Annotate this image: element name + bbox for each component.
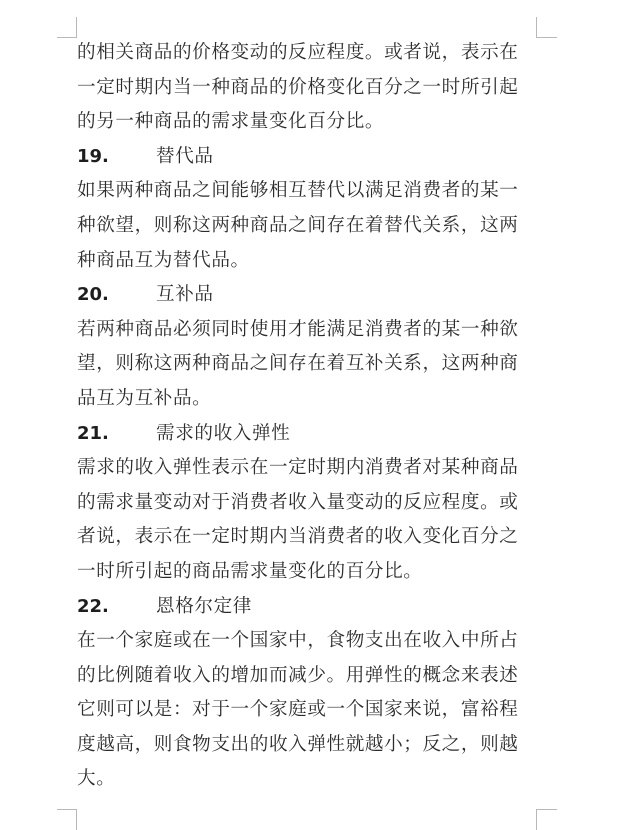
intro-paragraph xyxy=(77,36,547,140)
text-line: 一时所引起的商品需求量变化的百分比。 xyxy=(77,560,423,582)
text-line: 种商品互为替代品。 xyxy=(77,249,250,271)
text-line: 如果两种商品之间能够相互替代以满足消费者的某一 xyxy=(77,180,519,202)
text-line: 大。 xyxy=(77,768,116,790)
section-number: 22. xyxy=(77,595,109,617)
section-number: 20. xyxy=(77,284,109,306)
section-number: 21. xyxy=(77,422,109,444)
section-term: 需求的收入弹性 xyxy=(156,422,291,444)
section-heading xyxy=(77,140,547,175)
section-term: 互补品 xyxy=(156,284,214,306)
text-line: 若两种商品必须同时使用才能满足消费者的某一种欲 xyxy=(77,318,519,340)
section-income-elasticity xyxy=(77,417,547,590)
text-line: 种欲望，则称这两种商品之间存在着替代关系，这两 xyxy=(77,214,519,236)
section-number: 19. xyxy=(77,145,109,167)
text-line: 的比例随着收入的增加而减少。用弹性的概念来表述 xyxy=(77,664,519,686)
text-line: 它则可以是：对于一个家庭或一个国家来说，富裕程 xyxy=(77,699,519,721)
section-substitutes xyxy=(77,140,547,278)
text-line: 一定时期内当一种商品的价格变化百分之一时所引起 xyxy=(77,76,519,98)
section-term: 恩格尔定律 xyxy=(156,595,252,617)
text-line: 度越高，则食物支出的收入弹性就越小；反之，则越 xyxy=(77,733,519,755)
document-body[interactable] xyxy=(77,36,547,797)
text-line: 望，则称这两种商品之间存在着互补关系，这两种商 xyxy=(77,353,519,375)
section-term: 替代品 xyxy=(156,145,214,167)
text-line: 者说，表示在一定时期内当消费者的收入变化百分之 xyxy=(77,526,519,548)
section-complements xyxy=(77,278,547,416)
text-line: 的相关商品的价格变动的反应程度。或者说，表示在 xyxy=(77,42,519,63)
section-heading xyxy=(77,590,547,625)
text-line: 需求的收入弹性表示在一定时期内消费者对某种商品 xyxy=(77,457,519,479)
text-line: 的另一种商品的需求量变化百分比。 xyxy=(77,111,385,133)
text-line: 在一个家庭或在一个国家中，食物支出在收入中所占 xyxy=(77,630,519,652)
margin-corner-mark-top-left xyxy=(57,17,77,38)
margin-corner-mark-top-right xyxy=(536,17,557,38)
section-heading xyxy=(77,278,547,313)
margin-corner-mark-bottom-right xyxy=(536,809,557,830)
section-heading xyxy=(77,417,547,452)
section-engels-law xyxy=(77,590,547,798)
text-line: 的需求量变动对于消费者收入量变动的反应程度。或 xyxy=(77,491,519,513)
margin-corner-mark-bottom-left xyxy=(57,809,77,830)
text-line: 品互为互补品。 xyxy=(77,387,212,409)
